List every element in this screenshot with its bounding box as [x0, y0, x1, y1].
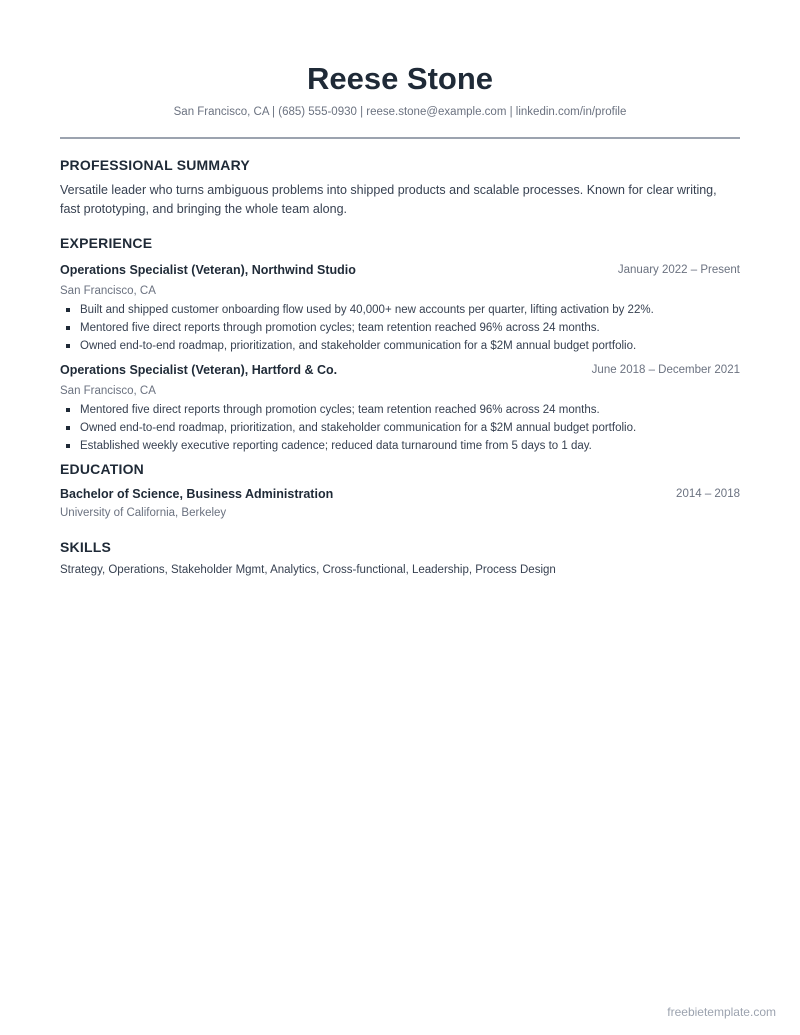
job-entry	[60, 261, 740, 355]
summary-text: Versatile leader who turns ambiguous problems into shipped products and scalable processes. Known for clear writing, fast prototyping, and bringing the whole team along.	[60, 183, 717, 216]
job-title: Operations Specialist (Veteran), Hartford & Co.	[60, 363, 338, 377]
skills-heading: SKILLS	[60, 539, 111, 555]
summary-heading: PROFESSIONAL SUMMARY	[60, 157, 250, 173]
job-bullet: Built and shipped customer onboarding flow used by 40,000+ new accounts per quarter, lifting activation by 22%.	[60, 301, 740, 319]
skills-list: Strategy, Operations, Stakeholder Mgmt, Analytics, Cross-functional, Leadership, Process Design	[60, 564, 556, 576]
job-location: San Francisco, CA	[60, 385, 156, 397]
job-bullet: Owned end-to-end roadmap, prioritization, and stakeholder communication for a $2M annual budget portfolio.	[60, 419, 740, 437]
school-name: University of California, Berkeley	[60, 507, 227, 519]
experience-heading: EXPERIENCE	[60, 235, 153, 251]
job-bullet: Mentored five direct reports through promotion cycles; team retention reached 96% across 24 months.	[60, 401, 740, 419]
education-entry	[60, 485, 740, 521]
job-title: Operations Specialist (Veteran), Northwind Studio	[60, 263, 356, 277]
job-bullet: Owned end-to-end roadmap, prioritization, and stakeholder communication for a $2M annual budget portfolio.	[60, 337, 740, 355]
education-heading: EDUCATION	[60, 461, 144, 477]
job-bullets	[60, 401, 740, 455]
contact-line: San Francisco, CA | (685) 555-0930 | reese.stone@example.com | linkedin.com/in/profile	[173, 106, 627, 118]
job-dates: January 2022 – Present	[617, 264, 740, 276]
degree-title: Bachelor of Science, Business Administration	[60, 487, 334, 501]
job-bullet: Established weekly executive reporting cadence; reduced data turnaround time from 5 days to 1 day.	[60, 437, 740, 455]
job-dates: June 2018 – December 2021	[591, 364, 740, 376]
education-dates: 2014 – 2018	[676, 488, 740, 500]
job-location: San Francisco, CA	[60, 285, 156, 297]
watermark-link[interactable]: freebietemplate.com	[667, 1005, 776, 1019]
job-bullet: Mentored five direct reports through promotion cycles; team retention reached 96% across 24 months.	[60, 319, 740, 337]
job-entry	[60, 361, 740, 455]
candidate-name: Reese Stone	[306, 61, 494, 96]
header-divider	[60, 137, 740, 139]
job-bullets	[60, 301, 740, 355]
